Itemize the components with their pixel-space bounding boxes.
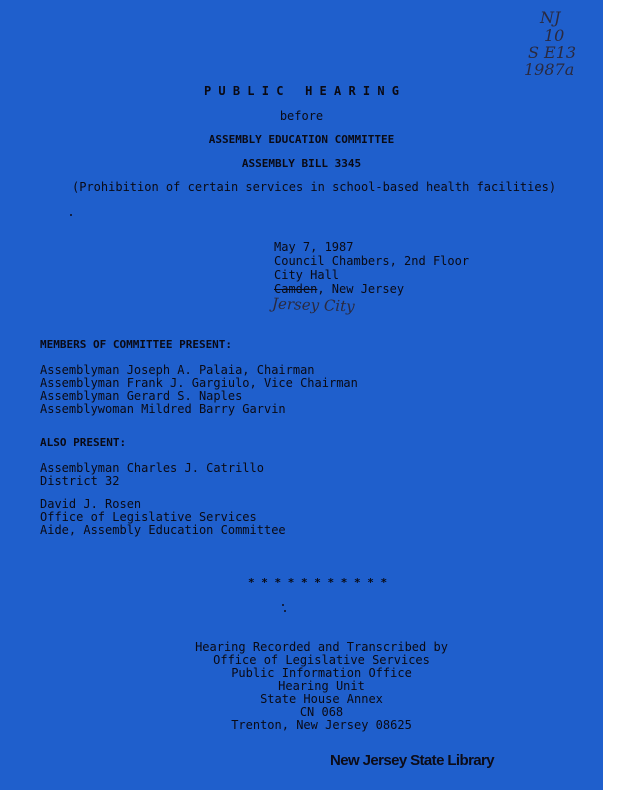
members-heading: MEMBERS OF COMMITTEE PRESENT: (40, 338, 233, 351)
attendee-line: Aide, Assembly Education Committee (40, 523, 286, 537)
bill-subject: (Prohibition of certain services in school-based health facilities) (72, 180, 557, 194)
attendee-line: Assemblyman Charles J. Catrillo (40, 461, 264, 475)
transcribed-by-line: Hearing Recorded and Transcribed by (195, 640, 448, 654)
transcribed-by-line: Public Information Office (231, 666, 412, 680)
transcribed-by-line: Trenton, New Jersey 08625 (231, 718, 412, 732)
call-number-line-4: 1987a (524, 60, 575, 79)
attendee-line: Office of Legislative Services (40, 510, 257, 524)
call-number-line-1: NJ (540, 8, 561, 27)
member-name: Assemblyman Frank J. Gargiulo, Vice Chairman (40, 376, 358, 390)
page-margin-bottom (0, 790, 619, 800)
page-margin-right (603, 0, 619, 800)
library-stamp: New Jersey State Library (330, 752, 495, 769)
document-heading: P U B L I C H E A R I N G (203, 84, 400, 98)
scan-speck (70, 214, 72, 216)
committee-name: ASSEMBLY EDUCATION COMMITTEE (208, 133, 395, 146)
hearing-location: Council Chambers, 2nd Floor (274, 254, 470, 268)
handwritten-city: Jersey City (271, 294, 355, 316)
member-name: Assemblywoman Mildred Barry Garvin (40, 402, 286, 416)
transcribed-by-line: State House Annex (260, 692, 383, 706)
also-present-heading: ALSO PRESENT: (40, 436, 127, 449)
hearing-date: May 7, 1987 (274, 240, 354, 254)
transcribed-by-line: Office of Legislative Services (213, 653, 430, 667)
attendee-line: David J. Rosen (40, 497, 142, 511)
struck-city: Camden (274, 282, 318, 296)
hearing-state: , New Jersey (317, 282, 405, 296)
member-name: Assemblyman Joseph A. Palaia, Chairman (40, 363, 315, 377)
scan-speck (284, 610, 286, 612)
member-name: Assemblyman Gerard S. Naples (40, 389, 243, 403)
hearing-city-line (274, 282, 404, 296)
asterisk-separator: * * * * * * * * * * * (248, 576, 388, 589)
transcribed-by-line: Hearing Unit (278, 679, 365, 693)
before-label: before (279, 109, 324, 123)
scan-speck (282, 604, 284, 606)
call-number-line-2: 10 (544, 26, 565, 45)
call-number-line-3: S E13 (528, 43, 577, 62)
bill-number: ASSEMBLY BILL 3345 (241, 157, 362, 170)
transcribed-by-line: CN 068 (299, 705, 344, 719)
hearing-building: City Hall (274, 268, 340, 282)
attendee-line: District 32 (40, 474, 120, 488)
